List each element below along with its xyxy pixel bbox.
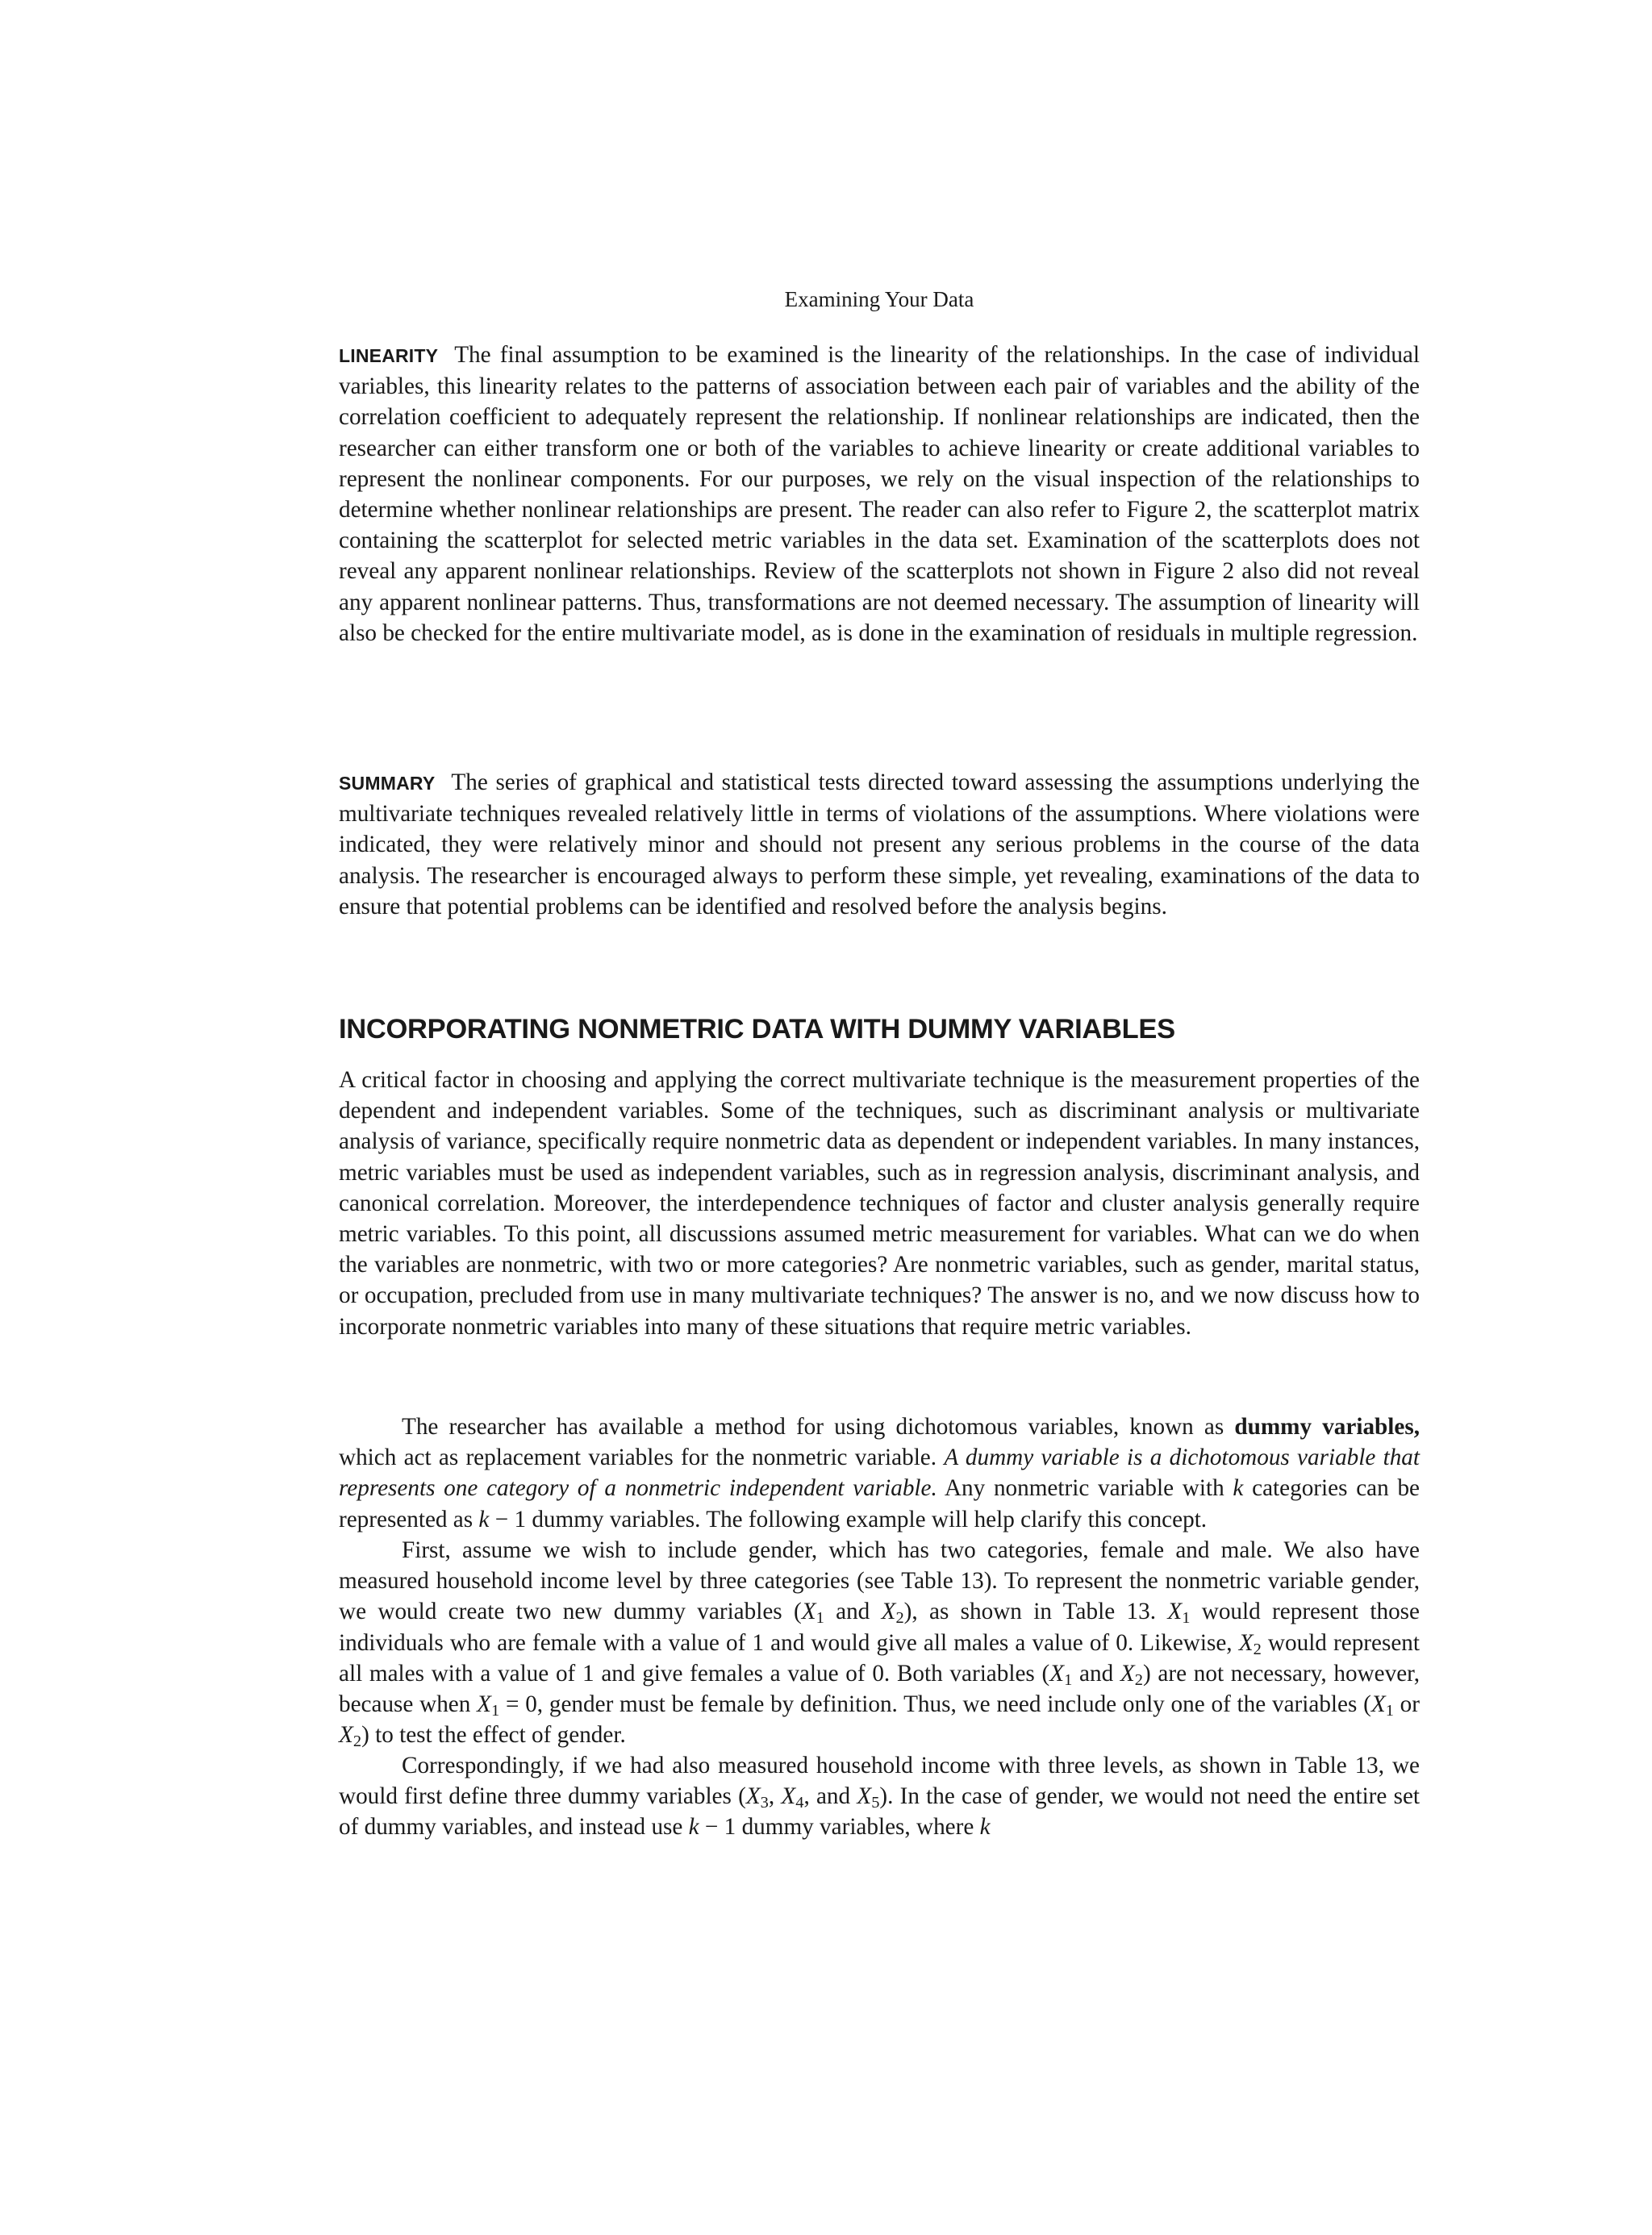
body-paragraph-2: The researcher has available a method for using dichotomous variables, known as dummy variables, which act as replacement variables for the nonmetric variable. A dummy variable is a dichotomous variable that represents one category of a nonmetric independent variable. Any nonmetric variable with k categories can be represented as k − 1 dummy variables. The following example will help clarify this concept. (339, 1414, 1420, 1532)
dummy-variable-definition: A dummy variable is a dichotomous variable that represents one category of a nonmetric independent variable. (339, 1445, 1420, 1502)
section-heading: INCORPORATING NONMETRIC DATA WITH DUMMY VARIABLES (339, 1014, 1175, 1045)
body-paragraph-1: A critical factor in choosing and applying the correct multivariate technique is the measurement properties of the dependent and independent variables. Some of the techniques, such as discriminant analysis or multivariate analysis of variance, specifically require nonmetric data as dependent or independent variables. In many instances, metric variables must be used as independent variables, such as in regression analysis, discriminant analysis, and canonical correlation. Moreover, the interdependence techniques of factor and cluster analysis generally require metric variables. To this point, all discussions assumed metric measurement for variables. What can we do when the variables are nonmetric, with two or more categories? Are nonmetric variables, such as gender, marital status, or occupation, precluded from use in many multivariate techniques? The answer is no, and we now discuss how to incorporate nonmetric variables into many of these situations that require metric variables. (339, 1067, 1420, 1340)
linearity-text: The final assumption to be examined is the linearity of the relationships. In the case of individual variables, this linearity relates to the patterns of association between each pair of variables and the ability of the correlation coefficient to adequately represent the relationship. If nonlinear relationships are indicated, then the researcher can either transform one or both of the variables to achieve linearity or create additional variables to represent the nonlinear components. For our purposes, we rely on the visual inspection of the relationships to determine whether nonlinear relationships are present. The reader can also refer to Figure 2, the scatterplot matrix containing the scatterplot for selected metric variables in the data set. Examination of the scatterplots does not reveal any apparent nonlinear relationships. Review of the scatterplots not shown in Figure 2 also did not reveal any apparent nonlinear patterns. Thus, transformations are not deemed necessary. The assumption of linearity will also be checked for the entire multivariate model, as is done in the examination of residuals in multiple regression. (339, 342, 1420, 646)
body-paragraph-4: Correspondingly, if we had also measured household income with three levels, as shown in Table 13, we would first define three dummy variables ($X_3$, $X_4$, and $X_5$). In the case of gender, we would not need the entire set of dummy variables, and instead use k − 1 dummy variables, where k (339, 1753, 1420, 1841)
dummy-variables-term: dummy variables, (1234, 1414, 1420, 1440)
body-paragraph-3: First, assume we wish to include gender, which has two categories, female and male. We also have measured household income level by three categories (see Table 13). To represent the nonmetric variable gender, we would create two new dummy variables ($X_1$ and $X_2$), as shown in Table 13. $X_1$ would represent those individuals who are female with a value of 1 and would give all males a value of 0. Likewise, $X_2$ would represent all males with a value of 1 and give females a value of 0. Both variables ($X_1$ and $X_2$) are not necessary, however, because when $X_1 = 0$, gender must be female by definition. Thus, we need include only one of the variables ($X_1$ or $X_2$) to test the effect of gender. (339, 1537, 1420, 1751)
summary-text: The series of graphical and statistical tests directed toward assessing the assumptions underlying the multivariate techniques revealed relatively little in terms of violations of the assumptions. Where violations were indicated, they were relatively minor and should not present any serious problems in the course of the data analysis. The researcher is encouraged always to perform these simple, yet revealing, examinations of the data to ensure that potential problems can be identified and resolved before the analysis begins. (339, 769, 1420, 919)
running-head: Examining Your Data (784, 287, 974, 311)
linearity-paragraph (339, 340, 1420, 648)
linearity-run-in-heading: LINEARITY (339, 345, 439, 366)
summary-paragraph (339, 767, 1420, 922)
summary-run-in-heading: SUMMARY (339, 773, 436, 794)
